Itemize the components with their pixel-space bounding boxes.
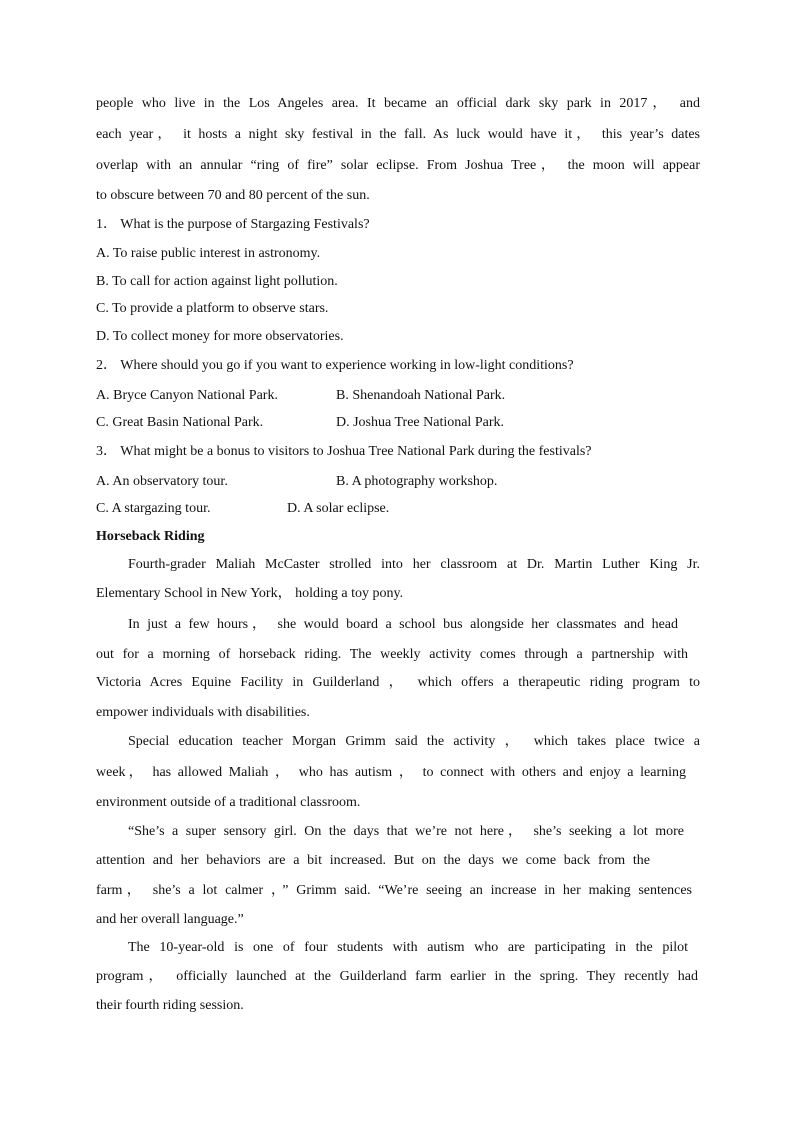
text-line: Victoria Acres Equine Facility in Guilderland ， which offers a therapeutic riding program to bbox=[96, 675, 700, 690]
option-b: B. A photography workshop. bbox=[336, 474, 498, 489]
text-line: environment outside of a traditional classroom. bbox=[96, 795, 361, 810]
text-line: farm， she’s a lot calmer ，” Grimm said. “We’re seeing an increase in her making sentences bbox=[96, 883, 692, 898]
text-line: The 10-year-old is one of four students with autism who are participating in the pilot bbox=[128, 940, 688, 955]
text-line: Elementary School in New York， holding a toy pony. bbox=[96, 586, 404, 601]
option-d: D. Joshua Tree National Park. bbox=[336, 415, 504, 430]
text-line: attention and her behaviors are a bit increased. But on the days we come back from the bbox=[96, 853, 650, 868]
option-b: B. Shenandoah National Park. bbox=[336, 388, 506, 403]
section-title: Horseback Riding bbox=[96, 529, 205, 544]
option-c: C. Great Basin National Park. bbox=[96, 415, 264, 430]
text-line: empower individuals with disabilities. bbox=[96, 705, 310, 720]
text-line: Fourth-grader Maliah McCaster strolled into her classroom at Dr. Martin Luther King Jr. bbox=[128, 557, 700, 572]
option-d: D. A solar eclipse. bbox=[287, 501, 390, 516]
option-a: A. To raise public interest in astronomy. bbox=[96, 246, 321, 261]
text-line: overlap with an annular “ring of fire” solar eclipse. From Joshua Tree， the moon will appear bbox=[96, 158, 700, 173]
question-text: 2． Where should you go if you want to experience working in low-light conditions? bbox=[96, 358, 574, 373]
text-line: to obscure between 70 and 80 percent of the sun. bbox=[96, 188, 370, 203]
option-b: B. To call for action against light pollution. bbox=[96, 274, 338, 289]
text-line: each year， it hosts a night sky festival in the fall. As luck would have it， this year’s dates bbox=[96, 127, 700, 142]
question-text: 1． What is the purpose of Stargazing Festivals? bbox=[96, 217, 370, 232]
text-line: their fourth riding session. bbox=[96, 998, 244, 1013]
text-line: Special education teacher Morgan Grimm said the activity ， which takes place twice a bbox=[128, 734, 700, 749]
option-a: A. Bryce Canyon National Park. bbox=[96, 388, 278, 403]
text-line: program， officially launched at the Guilderland farm earlier in the spring. They recently had bbox=[96, 969, 698, 984]
option-a: A. An observatory tour. bbox=[96, 474, 228, 489]
text-line: week， has allowed Maliah ， who has autism ， to connect with others and enjoy a learning bbox=[96, 765, 686, 780]
question-text: 3． What might be a bonus to visitors to Joshua Tree National Park during the festivals? bbox=[96, 444, 592, 459]
text-line: “She’s a super sensory girl. On the days that we’re not here， she’s seeking a lot more bbox=[128, 824, 684, 839]
option-c: C. To provide a platform to observe stars. bbox=[96, 301, 329, 316]
option-c: C. A stargazing tour. bbox=[96, 501, 211, 516]
text-line: people who live in the Los Angeles area. It became an official dark sky park in 2017， and bbox=[96, 96, 700, 111]
text-line: out for a morning of horseback riding. The weekly activity comes through a partnership with bbox=[96, 647, 688, 662]
text-line: In just a few hours， she would board a school bus alongside her classmates and head bbox=[128, 617, 678, 632]
option-d: D. To collect money for more observatories. bbox=[96, 329, 344, 344]
text-line: and her overall language.” bbox=[96, 912, 244, 927]
